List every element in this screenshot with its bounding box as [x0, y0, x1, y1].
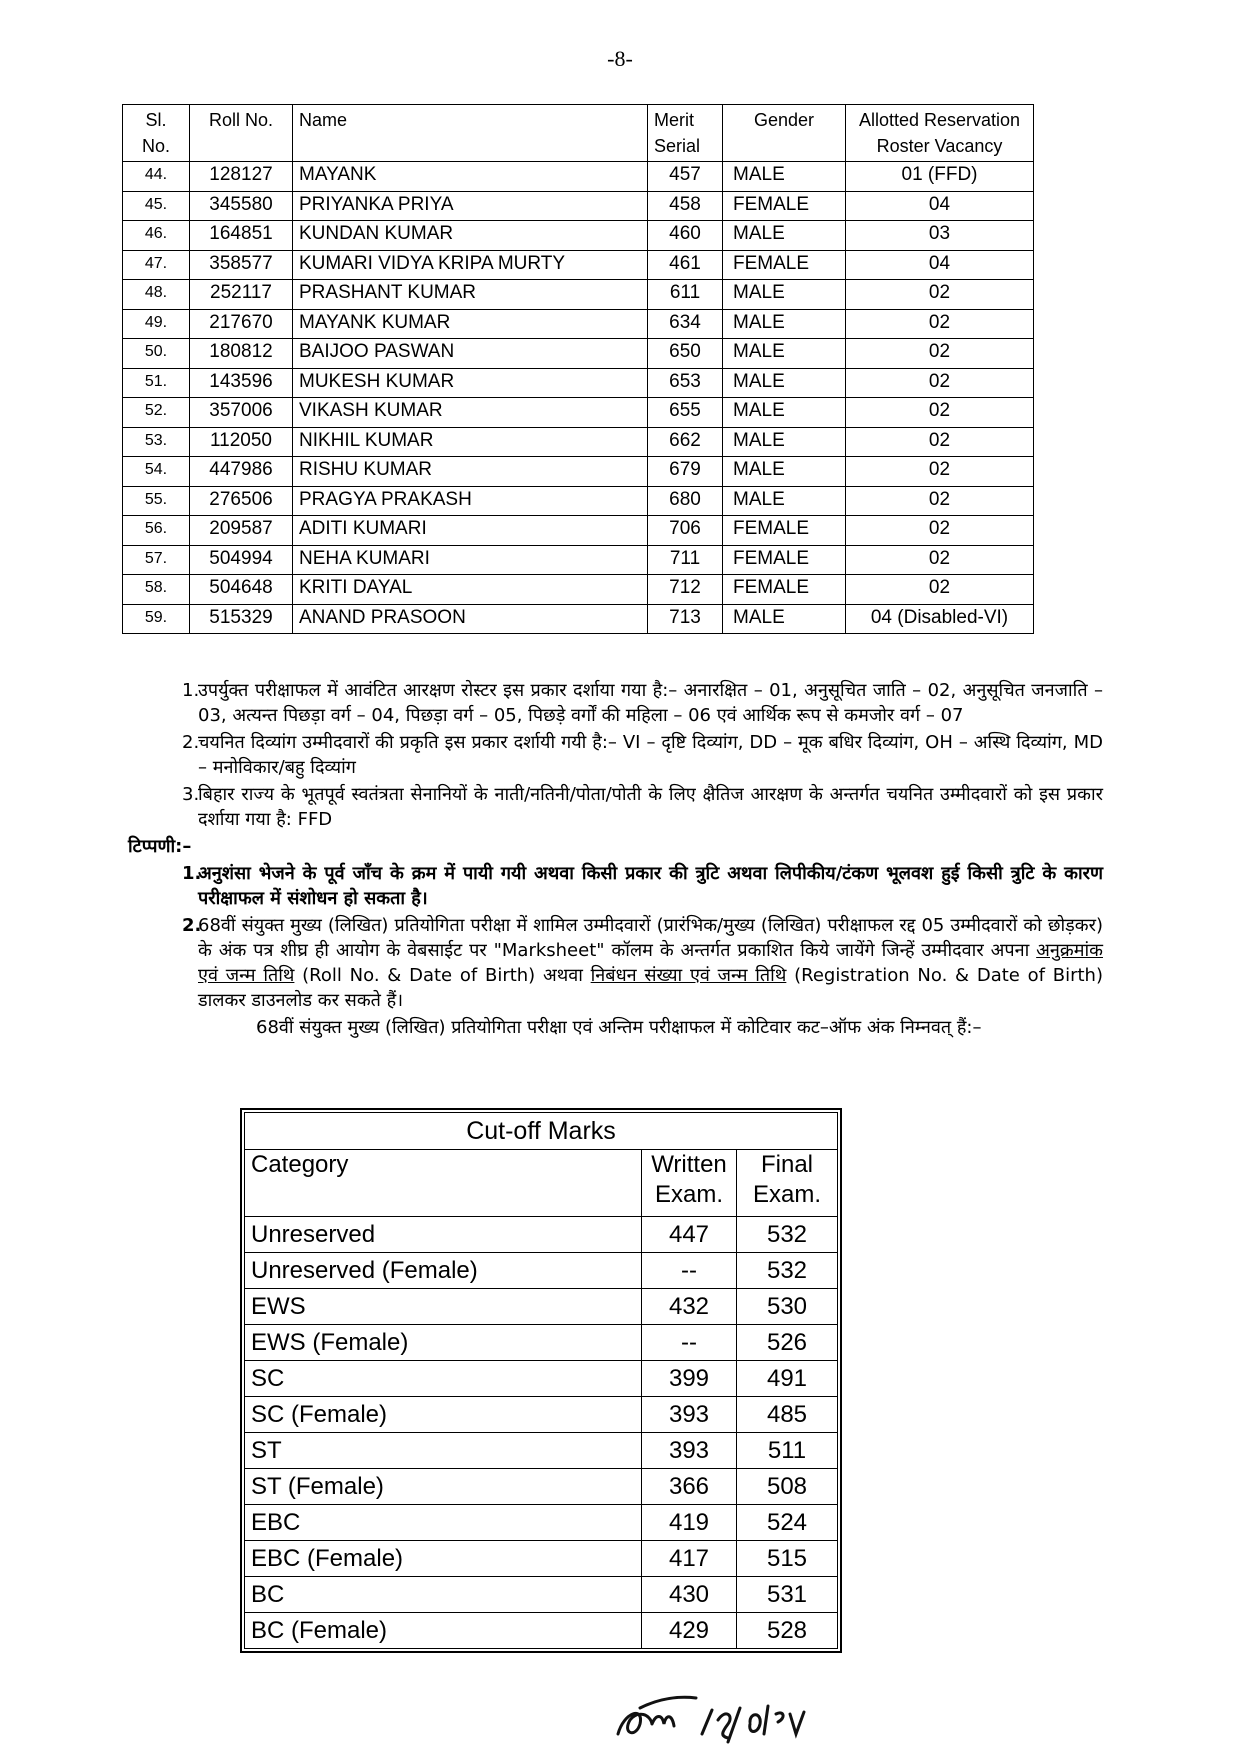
roster-cell: 03	[846, 221, 1034, 251]
table-row	[123, 309, 1034, 339]
name-cell: VIKASH KUMAR	[293, 398, 648, 428]
cutoff-category-cell: EBC (Female)	[245, 1541, 642, 1577]
table-row	[123, 368, 1034, 398]
cutoff-row	[245, 1433, 838, 1469]
name-cell: BAIJOO PASWAN	[293, 339, 648, 369]
cutoff-row	[245, 1325, 838, 1361]
remark-2-text-b: (Roll No. & Date of Birth) अथवा	[294, 965, 591, 986]
table-row	[123, 486, 1034, 516]
roll-no-cell: 128127	[190, 162, 293, 192]
roll-no-cell: 504994	[190, 545, 293, 575]
name-cell: ANAND PRASOON	[293, 604, 648, 634]
roster-cell: 02	[846, 309, 1034, 339]
cutoff-header-row	[245, 1150, 838, 1217]
cutoff-row	[245, 1397, 838, 1433]
cutoff-header-category: Category	[245, 1150, 642, 1217]
gender-cell: MALE	[723, 339, 846, 369]
roll-no-cell: 217670	[190, 309, 293, 339]
cutoff-body	[245, 1217, 838, 1649]
merit-serial-cell: 655	[648, 398, 723, 428]
header-sl-no: Sl. No.	[123, 105, 190, 162]
merit-serial-cell: 713	[648, 604, 723, 634]
cutoff-category-cell: EWS	[245, 1289, 642, 1325]
table-row	[123, 339, 1034, 369]
notes-section	[128, 678, 1103, 1040]
sl-no-cell: 50.	[123, 339, 190, 369]
cutoff-written-cell: --	[642, 1253, 737, 1289]
cutoff-written-cell: 417	[642, 1541, 737, 1577]
cutoff-row	[245, 1469, 838, 1505]
gender-cell: MALE	[723, 604, 846, 634]
results-table	[122, 104, 1034, 634]
name-cell: KUNDAN KUMAR	[293, 221, 648, 251]
gender-cell: MALE	[723, 309, 846, 339]
cutoff-written-cell: 393	[642, 1433, 737, 1469]
name-cell: RISHU KUMAR	[293, 457, 648, 487]
sl-no-cell: 52.	[123, 398, 190, 428]
cutoff-row	[245, 1613, 838, 1649]
note-text: उपर्युक्त परीक्षाफल में आवंटित आरक्षण रोस्टर इस प्रकार दर्शाया गया है:– अनारक्षित – 01, अनुसूचित जाति – 02, अनुसूचित जनजाति – 03, अत्यन्त पिछड़ा वर्ग – 04, पिछड़ा वर्ग – 05, पिछड़े वर्गों की महिला – 06 एवं आर्थिक रूप से कमजोर वर्ग – 07	[198, 680, 1103, 726]
roll-no-cell: 515329	[190, 604, 293, 634]
page-number: -8-	[607, 46, 633, 71]
sl-no-cell: 48.	[123, 280, 190, 310]
name-cell: MAYANK KUMAR	[293, 309, 648, 339]
name-cell: PRIYANKA PRIYA	[293, 191, 648, 221]
roster-cell: 02	[846, 339, 1034, 369]
cutoff-final-cell: 532	[737, 1253, 838, 1289]
remark-2-text	[198, 913, 1103, 1013]
header-gender: Gender	[723, 105, 846, 162]
cutoff-category-cell: Unreserved (Female)	[245, 1253, 642, 1289]
cutoff-written-cell: 366	[642, 1469, 737, 1505]
sl-no-cell: 56.	[123, 516, 190, 546]
sl-no-cell: 55.	[123, 486, 190, 516]
sl-no-cell: 51.	[123, 368, 190, 398]
gender-cell: MALE	[723, 368, 846, 398]
cutoff-row	[245, 1541, 838, 1577]
table-row	[123, 545, 1034, 575]
name-cell: ADITI KUMARI	[293, 516, 648, 546]
roll-no-cell: 357006	[190, 398, 293, 428]
cutoff-intro: 68वीं संयुक्त मुख्य (लिखित) प्रतियोगिता परीक्षा एवं अन्तिम परीक्षाफल में कोटिवार कट–ऑफ अंक निम्नवत् हैं:–	[256, 1017, 982, 1038]
cutoff-row	[245, 1505, 838, 1541]
cutoff-final-cell: 511	[737, 1433, 838, 1469]
remark-2-underline-registration: निबंधन संख्या एवं जन्म तिथि	[590, 965, 787, 986]
gender-cell: MALE	[723, 162, 846, 192]
table-row	[123, 221, 1034, 251]
cutoff-row	[245, 1289, 838, 1325]
cutoff-final-cell: 530	[737, 1289, 838, 1325]
note-number: 2.	[182, 732, 200, 753]
merit-serial-cell: 634	[648, 309, 723, 339]
table-row	[123, 516, 1034, 546]
merit-serial-cell: 712	[648, 575, 723, 605]
header-name: Name	[293, 105, 648, 162]
remark-1-number: 1.	[182, 863, 202, 884]
cutoff-final-cell: 531	[737, 1577, 838, 1613]
gender-cell: FEMALE	[723, 250, 846, 280]
name-cell: PRAGYA PRAKASH	[293, 486, 648, 516]
remark-2-underline-roll: अनुक्रमांक एवं जन्म तिथि	[198, 940, 1103, 986]
header-merit-serial: Merit Serial	[648, 105, 723, 162]
sl-no-cell: 59.	[123, 604, 190, 634]
table-row	[123, 575, 1034, 605]
gender-cell: MALE	[723, 486, 846, 516]
merit-serial-cell: 461	[648, 250, 723, 280]
table-row	[123, 427, 1034, 457]
roster-cell: 04	[846, 250, 1034, 280]
name-cell: KUMARI VIDYA KRIPA MURTY	[293, 250, 648, 280]
roster-cell: 02	[846, 516, 1034, 546]
roll-no-cell: 358577	[190, 250, 293, 280]
gender-cell: FEMALE	[723, 545, 846, 575]
merit-serial-cell: 650	[648, 339, 723, 369]
gender-cell: MALE	[723, 221, 846, 251]
sl-no-cell: 57.	[123, 545, 190, 575]
cutoff-header-final: Final Exam.	[737, 1150, 838, 1217]
name-cell: NIKHIL KUMAR	[293, 427, 648, 457]
roll-no-cell: 209587	[190, 516, 293, 546]
roll-no-cell: 345580	[190, 191, 293, 221]
sl-no-cell: 54.	[123, 457, 190, 487]
gender-cell: MALE	[723, 398, 846, 428]
cutoff-row	[245, 1577, 838, 1613]
cutoff-row	[245, 1217, 838, 1253]
sl-no-cell: 44.	[123, 162, 190, 192]
cutoff-written-cell: 447	[642, 1217, 737, 1253]
cutoff-category-cell: SC	[245, 1361, 642, 1397]
roll-no-cell: 180812	[190, 339, 293, 369]
remark-1	[128, 861, 1103, 911]
note-text: चयनित दिव्यांग उम्मीदवारों की प्रकृति इस प्रकार दर्शायी गयी है:– VI – दृष्टि दिव्यांग, DD – मूक बधिर दिव्यांग, OH – अस्थि दिव्यांग, MD – मनोविकार/बहु दिव्यांग	[198, 732, 1103, 778]
cutoff-table-frame	[240, 1108, 842, 1653]
note-item	[128, 730, 1103, 780]
gender-cell: MALE	[723, 427, 846, 457]
sl-no-cell: 53.	[123, 427, 190, 457]
cutoff-written-cell: 430	[642, 1577, 737, 1613]
cutoff-row	[245, 1253, 838, 1289]
roster-cell: 02	[846, 545, 1034, 575]
remark-2-text-a: 68वीं संयुक्त मुख्य (लिखित) प्रतियोगिता परीक्षा में शामिल उम्मीदवारों (प्रारंभिक/मुख्य (लिखित) परीक्षाफल रद्द 05 उम्मीदवारों को छोड़कर) के अंक पत्र शीघ्र ही आयोग के वेबसाईट पर "Marksheet" कॉलम के अन्तर्गत प्रकाशित किये जायेंगे जिन्हें उम्मीदवार अपना	[198, 915, 1103, 961]
roster-cell: 02	[846, 427, 1034, 457]
cutoff-category-cell: Unreserved	[245, 1217, 642, 1253]
merit-serial-cell: 460	[648, 221, 723, 251]
cutoff-written-cell: 393	[642, 1397, 737, 1433]
merit-serial-cell: 706	[648, 516, 723, 546]
cutoff-final-cell: 491	[737, 1361, 838, 1397]
sl-no-cell: 46.	[123, 221, 190, 251]
note-number: 3.	[182, 784, 200, 805]
roster-cell: 04 (Disabled-VI)	[846, 604, 1034, 634]
note-item	[128, 678, 1103, 728]
table-row	[123, 398, 1034, 428]
cutoff-category-cell: EBC	[245, 1505, 642, 1541]
roster-cell: 01 (FFD)	[846, 162, 1034, 192]
name-cell: MAYANK	[293, 162, 648, 192]
roll-no-cell: 143596	[190, 368, 293, 398]
roll-no-cell: 276506	[190, 486, 293, 516]
cutoff-header-written: Written Exam.	[642, 1150, 737, 1217]
cutoff-category-cell: ST (Female)	[245, 1469, 642, 1505]
cutoff-final-cell: 528	[737, 1613, 838, 1649]
roll-no-cell: 252117	[190, 280, 293, 310]
cutoff-final-cell: 508	[737, 1469, 838, 1505]
roster-cell: 02	[846, 457, 1034, 487]
merit-serial-cell: 662	[648, 427, 723, 457]
merit-serial-cell: 680	[648, 486, 723, 516]
sl-no-cell: 45.	[123, 191, 190, 221]
merit-serial-cell: 457	[648, 162, 723, 192]
cutoff-category-cell: EWS (Female)	[245, 1325, 642, 1361]
cutoff-table	[244, 1112, 838, 1649]
sl-no-cell: 49.	[123, 309, 190, 339]
roll-no-cell: 504648	[190, 575, 293, 605]
note-item	[128, 782, 1103, 832]
table-row	[123, 191, 1034, 221]
roll-no-cell: 164851	[190, 221, 293, 251]
cutoff-final-cell: 524	[737, 1505, 838, 1541]
table-row	[123, 280, 1034, 310]
name-cell: MUKESH KUMAR	[293, 368, 648, 398]
roll-no-cell: 447986	[190, 457, 293, 487]
name-cell: PRASHANT KUMAR	[293, 280, 648, 310]
cutoff-category-cell: BC	[245, 1577, 642, 1613]
table-row	[123, 162, 1034, 192]
cutoff-title: Cut-off Marks	[245, 1113, 838, 1150]
roster-cell: 04	[846, 191, 1034, 221]
handwritten-signature	[600, 1684, 850, 1754]
note-number: 1.	[182, 680, 200, 701]
roster-cell: 02	[846, 368, 1034, 398]
roster-cell: 02	[846, 398, 1034, 428]
cutoff-final-cell: 515	[737, 1541, 838, 1577]
header-roster: Allotted Reservation Roster Vacancy	[846, 105, 1034, 162]
cutoff-written-cell: 399	[642, 1361, 737, 1397]
remark-1-text: अनुशंसा भेजने के पूर्व जाँच के क्रम में पायी गयी अथवा किसी प्रकार की त्रुटि अथवा लिपीकीय/टंकण भूलवश हुई किसी त्रुटि के कारण परीक्षाफल में संशोधन हो सकता है।	[198, 863, 1103, 909]
name-cell: KRITI DAYAL	[293, 575, 648, 605]
cutoff-written-cell: --	[642, 1325, 737, 1361]
remark-2-text-c: (Registration No. & Date of Birth) डालकर डाउनलोड कर सकते हैं।	[198, 965, 1103, 1011]
name-cell: NEHA KUMARI	[293, 545, 648, 575]
roll-no-cell: 112050	[190, 427, 293, 457]
merit-serial-cell: 679	[648, 457, 723, 487]
roster-cell: 02	[846, 575, 1034, 605]
merit-serial-cell: 458	[648, 191, 723, 221]
table-row	[123, 457, 1034, 487]
cutoff-category-cell: BC (Female)	[245, 1613, 642, 1649]
cutoff-category-cell: SC (Female)	[245, 1397, 642, 1433]
gender-cell: FEMALE	[723, 516, 846, 546]
header-roll-no: Roll No.	[190, 105, 293, 162]
cutoff-written-cell: 419	[642, 1505, 737, 1541]
gender-cell: FEMALE	[723, 191, 846, 221]
results-body	[123, 162, 1034, 634]
gender-cell: FEMALE	[723, 575, 846, 605]
gender-cell: MALE	[723, 457, 846, 487]
merit-serial-cell: 611	[648, 280, 723, 310]
merit-serial-cell: 653	[648, 368, 723, 398]
cutoff-final-cell: 485	[737, 1397, 838, 1433]
cutoff-final-cell: 526	[737, 1325, 838, 1361]
sl-no-cell: 47.	[123, 250, 190, 280]
cutoff-final-cell: 532	[737, 1217, 838, 1253]
note-text: बिहार राज्य के भूतपूर्व स्वतंत्रता सेनानियों के नाती/नतिनी/पोता/पोती के लिए क्षैतिज आरक्षण के अन्तर्गत चयनित उम्मीदवारों को इस प्रकार दर्शाया गया है: FFD	[198, 784, 1103, 830]
notes-list	[128, 678, 1103, 832]
roster-cell: 02	[846, 486, 1034, 516]
cutoff-category-cell: ST	[245, 1433, 642, 1469]
remark-2-number: 2.	[182, 915, 202, 936]
cutoff-written-cell: 432	[642, 1289, 737, 1325]
results-header-row	[123, 105, 1034, 162]
gender-cell: MALE	[723, 280, 846, 310]
cutoff-written-cell: 429	[642, 1613, 737, 1649]
roster-cell: 02	[846, 280, 1034, 310]
table-row	[123, 250, 1034, 280]
sl-no-cell: 58.	[123, 575, 190, 605]
remark-2	[128, 913, 1103, 1013]
tippani-heading: टिप्पणी:–	[128, 836, 192, 857]
table-row	[123, 604, 1034, 634]
merit-serial-cell: 711	[648, 545, 723, 575]
cutoff-row	[245, 1361, 838, 1397]
